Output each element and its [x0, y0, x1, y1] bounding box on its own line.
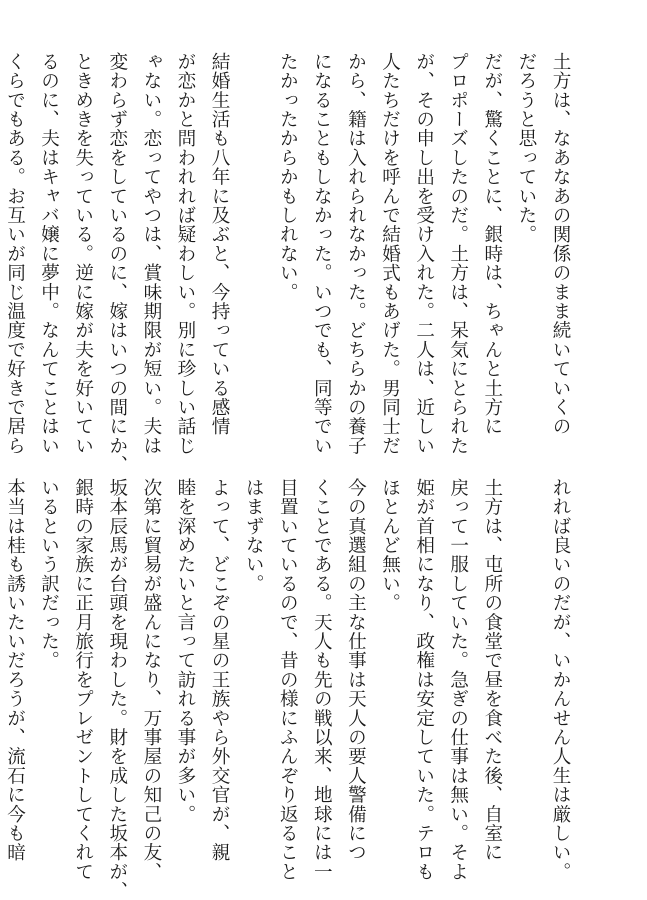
text-line: 人たちだけを呼んで結婚式もあげた。男同士だ [379, 52, 401, 456]
text-line: 銀時の家族に正月旅行をプレゼントしてくれて [72, 478, 94, 882]
text-line: れれば良いのだが、いかんせん人生は厳しい。 [550, 478, 571, 882]
text-line: ゃない。恋ってやつは、賞味期限が短い。夫は [140, 52, 162, 456]
text-line: から、籍は入れられなかった。どちらかの養子 [345, 52, 367, 456]
text-line: だが、驚くことに、銀時は、ちゃんと土方に [481, 52, 503, 436]
text-line: 土方は、なあなあの関係のまま続いていくの [550, 52, 571, 436]
text-line: いるという訳だった。 [38, 478, 60, 670]
text-line: くらでもある。お互いが同じ温度で好きで居ら [4, 52, 26, 456]
text-line: 姫が首相になり、政権は安定していた。テロも [413, 478, 435, 882]
text-line: たかったからかもしれない。 [277, 52, 299, 302]
text-line: プロポーズしたのだ。土方は、呆気にとられた [447, 52, 469, 456]
text-line: 本当は桂も誘いたいだろうが、流石に今も暗 [4, 478, 26, 862]
text-line: 目置いているので、昔の様にふんぞり返ること [277, 478, 299, 882]
text-line: るのに、夫はキャバ嬢に夢中。なんてことはい [38, 52, 60, 456]
text-block-top [4, 52, 577, 475]
text-line: 戻って一服していた。急ぎの仕事は無い。そよ [447, 478, 469, 882]
text-line: ときめきを失っている。逆に嫁が夫を好いてい [72, 52, 94, 456]
blank-line [509, 478, 543, 848]
text-line: くことである。天人も先の戦以来、地球には一 [311, 478, 333, 882]
blank-line [236, 52, 270, 422]
text-line: ほとんど無い。 [379, 478, 401, 613]
text-line: 睦を深めたいと言って訪れる事が多い。 [174, 478, 196, 824]
text-line: 変わらず恋をしているのに、嫁はいつの間にか、 [106, 52, 128, 475]
text-line: はまずない。 [243, 478, 265, 594]
text-line: 結婚生活も八年に及ぶと、今持っている感情 [209, 52, 231, 436]
text-line: だろうと思っていた。 [515, 52, 537, 244]
text-line: 坂本辰馬が台頭を現わした。財を成した坂本が、 [106, 478, 128, 900]
text-block-bottom [4, 478, 577, 900]
text-line: よって、どこぞの星の王族やら外交官が、親 [209, 478, 231, 862]
text-line: が恋かと問われれば疑わしい。別に珍しい話じ [174, 52, 196, 456]
text-line: 今の真選組の主な仕事は天人の要人警備につ [345, 478, 367, 862]
text-line: になることもしなかった。いつでも、同等でい [311, 52, 333, 456]
text-line: 次第に貿易が盛んになり、万事屋の知己の友、 [140, 478, 162, 882]
text-line: 土方は、屯所の食堂で昼を食べた後、自室に [481, 478, 503, 862]
text-line: が、その申し出を受け入れた。二人は、近しい [413, 52, 435, 456]
